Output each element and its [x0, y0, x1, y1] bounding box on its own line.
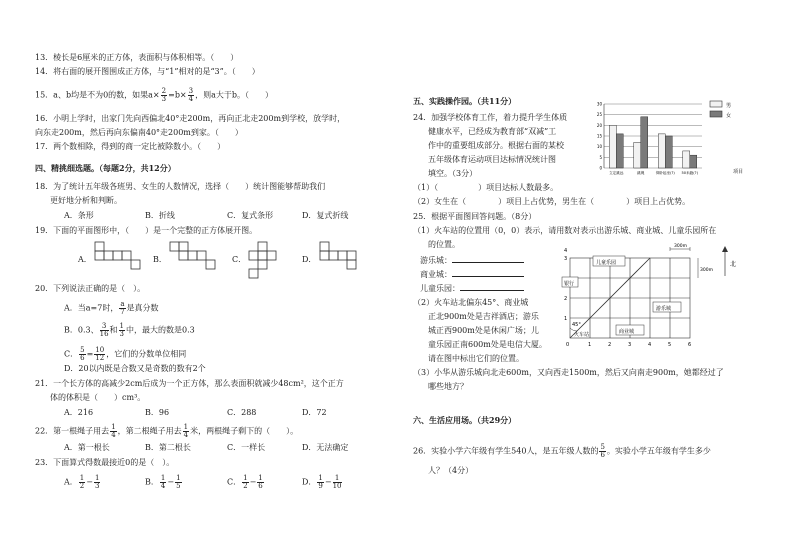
- q18-option-c: C．复式条形: [227, 211, 274, 220]
- x-tick-4: 4: [648, 342, 652, 348]
- question-22: 22．第一根绳子用去 $\frac{1}{4}$ ，第二根绳子用去 $\frac{1}{4}$ 米，两根绳子剩下的（ ）。: [35, 423, 299, 439]
- legend-label-male: 男: [726, 103, 732, 109]
- y-tick-label-1: 5: [599, 154, 602, 160]
- q21-option-b: B．96: [145, 408, 170, 417]
- q23-option-c: C． $\frac{1}{2}$ − $\frac{1}{6}$: [227, 474, 263, 490]
- question-26-line2: 人？（4分）: [428, 466, 474, 475]
- question-23: 23．下面算式得数最接近0的是（ ）。: [35, 458, 175, 467]
- q19-label-c: C．: [232, 255, 247, 264]
- question-15: 15．a、b均是不为0的数，如果a× $\frac{2}{3}$ =b× $\frac{3}{4}$ ，则a大于b。（ ）: [35, 87, 273, 103]
- bar-男-3: [683, 151, 690, 168]
- q25-sub1-line1: （1）火车站的位置用（0，0）表示，请用数对表示出游乐城、商业城、儿童乐园所在: [413, 226, 717, 235]
- q24-line3: 作中的重要组成部分。根据右面的某校: [428, 141, 564, 150]
- x-tick-2: 2: [608, 342, 612, 348]
- section-4-title: 四、精挑细选题。（每题2分，共12分）: [35, 163, 176, 173]
- q18-option-d: D．复式折线: [302, 211, 349, 220]
- q25-sub1-line2: 的位置。: [428, 240, 460, 249]
- label-north: 北: [730, 261, 737, 268]
- q20-option-d: D．20以内既是合数又是奇数的数有2个: [64, 364, 206, 373]
- question-26-line1: 26．实验小学六年级有学生540人，是五年级人数的 $\frac{5}{6}$ 。实验小学五年级有学生多少: [413, 443, 711, 459]
- y-tick-label-4: 20: [596, 122, 602, 128]
- label-station: 火车站: [574, 332, 590, 338]
- legend-swatch-male: [710, 101, 722, 107]
- question-13: 13．棱长是6厘米的正方体，表面积与体积相等。（ ）: [35, 53, 239, 62]
- sports-bar-chart: [590, 98, 750, 180]
- q22-option-b: B．第二根长: [145, 443, 191, 452]
- section-5-title: 五、实践操作园。（共11分）: [413, 96, 517, 106]
- bar-女-1: [641, 117, 648, 168]
- y-tick-label-6: 30: [596, 101, 602, 107]
- q25-sub2-line5: 请在图中标出它们的位置。: [428, 354, 524, 363]
- chart-x-axis-label: 项目: [733, 169, 744, 175]
- q23-option-d: D． $\frac{1}{9}$ − $\frac{1}{10}$: [302, 474, 342, 490]
- q25-sub3-line2: 哪些地方？: [428, 382, 468, 391]
- q25-sub2-line1: （2）火车站北偏东45°、商业城: [413, 298, 529, 307]
- label-mall: 商业城: [619, 329, 635, 335]
- q21-option-a: A．216: [64, 408, 94, 417]
- question-14: 14．将右面的展开图围成正方体，与“1”相对的是“3”。（ ）: [35, 67, 260, 76]
- question-21-line2: 体的体积是（ ）cm³。: [50, 393, 146, 402]
- q18-option-a: A．条形: [64, 211, 94, 220]
- bar-男-1: [634, 142, 641, 168]
- bar-女-2: [665, 136, 672, 168]
- x-tick-1: 1: [588, 342, 592, 348]
- q24-sub1: （1）（ ）项目达标人数最多。: [413, 183, 559, 192]
- q20-option-a: A．当a=7时， $\frac{a}{7}$ 是真分数: [64, 300, 159, 316]
- q19-label-b: B．: [153, 255, 167, 264]
- place-amusement: 游乐城：: [420, 256, 524, 266]
- q22-option-c: C．一样长: [227, 443, 266, 452]
- y-tick-label-5: 25: [596, 112, 602, 118]
- q19-label-a: A．: [78, 255, 92, 264]
- question-16-line2: 向东走200m，然后再向东偏南40°走200m到家。（ ）: [35, 128, 243, 137]
- net-c: [249, 242, 276, 278]
- q22-option-a: A．第一根长: [64, 443, 110, 452]
- q25-sub2-line3: 城正西900m处是休闲广场；儿: [428, 326, 539, 335]
- q24-sub2: （2）女生在（ ）项目上占优势，男生在（ ）项目上占优势。: [413, 197, 691, 206]
- category-label-2: 仰卧起坐(?): [655, 171, 675, 175]
- q20-option-c: C． $\frac{5}{6}$ = $\frac{10}{12}$ ，它们的分数单位相同: [64, 346, 187, 362]
- y-tick-label-0: 0: [599, 165, 602, 171]
- legend-label-female: 女: [726, 113, 732, 119]
- angle-arc: [570, 328, 577, 331]
- y-tick-label-2: 10: [596, 144, 602, 150]
- y-tick-4: 4: [564, 248, 568, 254]
- place-children-park: 儿童乐园：: [420, 284, 524, 294]
- q23-option-b: B． $\frac{1}{4}$ − $\frac{1}{5}$: [145, 474, 181, 490]
- place-mall: 商业城：: [420, 270, 524, 280]
- coordinate-map: [560, 240, 760, 355]
- y-tick-2: 2: [564, 296, 568, 302]
- q23-option-a: A． $\frac{1}{2}$ − $\frac{1}{3}$: [64, 474, 100, 490]
- category-label-0: 立定跳远: [609, 171, 624, 175]
- question-21-line1: 21．一个长方体的高减少2cm后成为一个正方体，那么表面积就减少48cm²，这个正方: [35, 379, 344, 388]
- question-19: 19．下面的平面图形中，（ ）是一个完整的正方体展开图。: [35, 226, 258, 235]
- q25-sub3-line1: （3）小华从游乐城向北走600m，又向西走1500m，然后又向南走900m，她都经过了: [413, 368, 724, 377]
- x-tick-6: 6: [688, 342, 692, 348]
- chart-bars: [609, 117, 697, 168]
- label-bank: 银行: [564, 281, 575, 287]
- q21-option-c: C．288: [227, 408, 257, 417]
- label-children-park: 儿童乐园: [596, 260, 617, 266]
- q25-sub2-line4: 童乐园正南600m处是电信大厦。: [428, 340, 547, 349]
- scale-label-vertical: 300m: [700, 268, 713, 273]
- question-17: 17．两个数相除，得到的商一定比被除数小。（ ）: [35, 142, 226, 151]
- label-amusement: 游乐城: [656, 306, 672, 312]
- bar-女-0: [616, 134, 623, 168]
- legend-swatch-female: [710, 111, 722, 117]
- question-18-line2: 更好地分析和判断。: [50, 196, 122, 205]
- net-a: [95, 242, 140, 269]
- q19-label-d: D．: [302, 255, 317, 264]
- chart-legend: [710, 101, 731, 119]
- category-label-1: 跳绳: [637, 171, 645, 175]
- x-tick-5: 5: [668, 342, 672, 348]
- q24-line4: 五年级体育运动项目达标情况统计图: [428, 155, 556, 164]
- scale-bar: [670, 247, 698, 278]
- section-6-title: 六、生活应用场。（共29分）: [413, 415, 517, 425]
- x-tick-0: 0: [566, 342, 570, 348]
- question-20: 20．下列说法正确的是（ ）。: [35, 284, 146, 293]
- q25-sub2-line2: 正北900m处是吉祥酒店；游乐: [428, 312, 539, 321]
- scale-label-horizontal: 300m: [674, 244, 687, 249]
- question-25: 25．根据平面图回答问题。（8分）: [413, 212, 537, 221]
- bar-男-2: [658, 134, 665, 168]
- q24-line5: 填空。（3分）: [428, 169, 478, 178]
- x-tick-3: 3: [628, 342, 632, 348]
- label-angle: 45°: [572, 322, 581, 328]
- q24-line2: 健康水平，已经成为教育部“双减”工: [428, 127, 557, 136]
- bar-女-3: [690, 155, 697, 168]
- chart-y-ticks: [597, 102, 603, 171]
- q24-line1: 24．加强学校体育工作，着力提升学生体质: [413, 113, 568, 122]
- q22-option-d: D．无法确定: [302, 443, 349, 452]
- y-tick-1: 1: [564, 316, 568, 322]
- q20-option-b: B．0.3、 $\frac{3}{16}$ 和 $\frac{1}{3}$ 中，最大的数是0.3: [64, 322, 195, 338]
- net-d: [320, 242, 356, 269]
- y-tick-3: 3: [564, 256, 568, 262]
- q18-option-b: B．折线: [145, 211, 175, 220]
- chart-category-labels: [609, 170, 699, 175]
- cube-nets-figure: [0, 0, 400, 300]
- y-tick-label-3: 15: [596, 133, 602, 139]
- q21-option-d: D．72: [302, 408, 327, 417]
- question-16-line1: 16．小明上学时，出家门先向西偏北40°走200m，再向正北走200m到学校，放学时，: [35, 114, 346, 123]
- category-label-3: 50米跑(?): [681, 171, 698, 175]
- map-x-ticks: [566, 342, 691, 348]
- bar-男-0: [609, 125, 616, 168]
- question-18-line1: 18．为了统计五年级各班男、女生的人数情况，选择（ ）统计图能够帮助我们: [35, 182, 326, 191]
- north-arrow-icon: [722, 246, 728, 276]
- net-b: [170, 242, 215, 269]
